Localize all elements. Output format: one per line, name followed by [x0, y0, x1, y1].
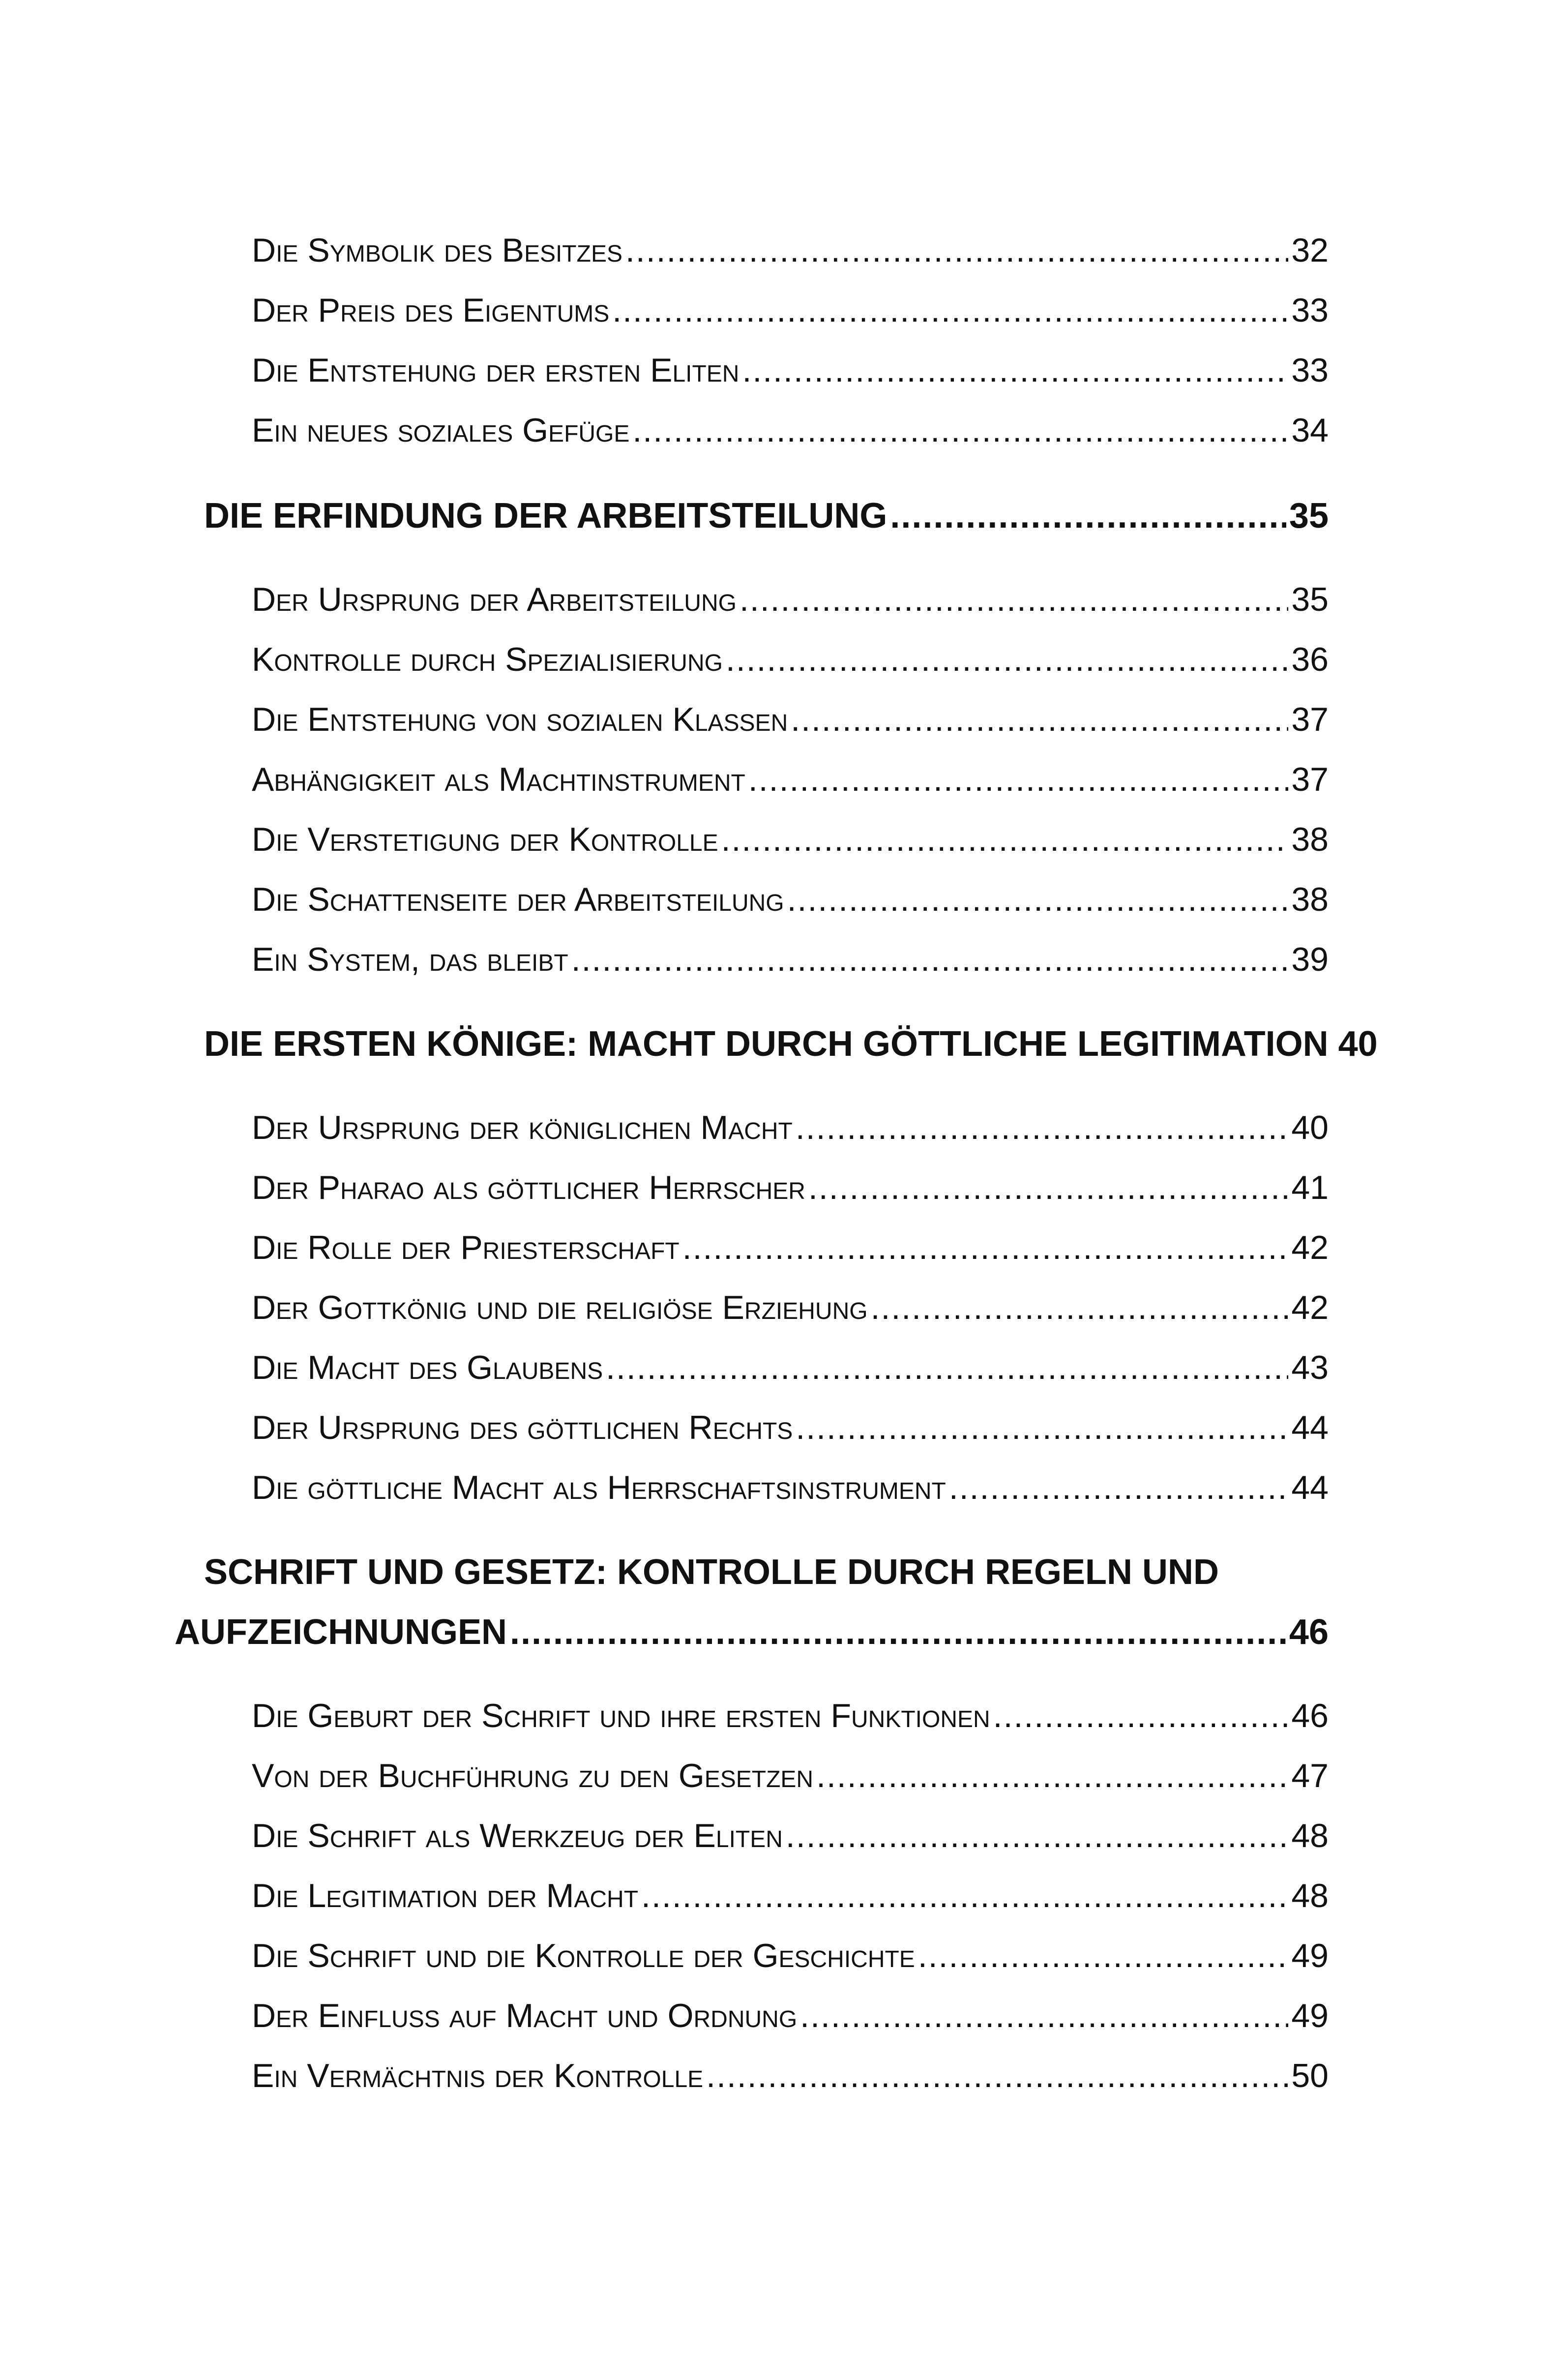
toc-entry-page: 33 — [1291, 352, 1329, 389]
toc-entry[interactable] — [252, 1937, 1329, 1986]
dot-leader — [800, 1997, 1288, 2035]
toc-entry-page: 47 — [1291, 1757, 1329, 1794]
toc-entry[interactable] — [252, 411, 1329, 460]
toc-entry-title: Die Schrift und die Kontrolle der Geschichte — [252, 1937, 915, 1974]
toc-entry-title: Der Ursprung der Arbeitsteilung — [252, 581, 737, 618]
toc-entry-title: Die Geburt der Schrift und ihre ersten Funktionen — [252, 1697, 990, 1734]
toc-entry-page: 40 — [1291, 1109, 1329, 1146]
toc-entry-page: 43 — [1291, 1349, 1329, 1386]
dot-leader — [796, 1108, 1288, 1147]
dot-leader — [721, 820, 1289, 859]
toc-entry[interactable] — [252, 1348, 1329, 1398]
dot-leader — [786, 1817, 1288, 1855]
toc-entry-page: 35 — [1291, 581, 1329, 618]
toc-entry[interactable] — [252, 1408, 1329, 1458]
toc-entry[interactable] — [252, 351, 1329, 400]
dot-leader — [816, 1757, 1288, 1795]
toc-entry[interactable] — [252, 700, 1329, 749]
toc-entry-page: 39 — [1291, 941, 1329, 978]
dot-leader — [742, 351, 1288, 389]
toc-entry-page: 42 — [1291, 1229, 1329, 1266]
dot-leader — [791, 700, 1288, 739]
toc-entry-page: 48 — [1291, 1817, 1329, 1854]
toc-entry[interactable] — [252, 2057, 1329, 2106]
toc-entry-page: 32 — [1291, 232, 1329, 269]
toc-entry-title: Abhängigkeit als Machtinstrument — [252, 761, 745, 798]
toc-entry-title: Die Entstehung von sozialen Klassen — [252, 701, 788, 738]
toc-entry-title: Die Verstetigung der Kontrolle — [252, 821, 718, 858]
toc-chapter-page: 35 — [1289, 496, 1329, 536]
dot-leader — [949, 1468, 1288, 1507]
toc-entry-title: Kontrolle durch Spezialisierung — [252, 641, 723, 678]
toc-entry[interactable] — [252, 1288, 1329, 1338]
toc-entry-title: Ein System, das bleibt — [252, 941, 568, 978]
dot-leader — [612, 291, 1288, 329]
dot-leader — [740, 580, 1288, 619]
dot-leader — [871, 1288, 1289, 1327]
dot-leader — [625, 231, 1288, 269]
toc-chapter[interactable] — [175, 1612, 1329, 1661]
toc-entry-title: Der Einfluss auf Macht und Ordnung — [252, 1997, 798, 2034]
toc-entry-page: 44 — [1291, 1409, 1329, 1446]
toc-entry-page: 46 — [1291, 1697, 1329, 1734]
dot-leader — [606, 1348, 1288, 1387]
toc-entry-page: 50 — [1291, 2057, 1329, 2094]
dot-leader — [993, 1697, 1289, 1735]
dot-leader — [890, 496, 1286, 536]
toc-entry-title: Der Preis des Eigentums — [252, 292, 610, 329]
dot-leader — [918, 1937, 1289, 1975]
toc-entry[interactable] — [252, 1108, 1329, 1158]
toc-chapter-title-line1[interactable]: SCHRIFT UND GESETZ: KONTROLLE DURCH REGELN UND — [204, 1552, 1219, 1592]
toc-entry[interactable] — [252, 1468, 1329, 1518]
toc-chapter-page: 40 — [1338, 1024, 1378, 1064]
toc-entry-page: 37 — [1291, 761, 1329, 798]
toc-entry-title: Von der Buchführung zu den Gesetzen — [252, 1757, 814, 1794]
toc-entry-page: 38 — [1291, 821, 1329, 858]
toc-entry-title: Die Schattenseite der Arbeitsteilung — [252, 881, 784, 918]
toc-entry-title: Ein Vermächtnis der Kontrolle — [252, 2057, 704, 2094]
toc-entry[interactable] — [252, 1228, 1329, 1278]
toc-entry-title: Ein neues soziales Gefüge — [252, 412, 630, 449]
dot-leader — [808, 1168, 1288, 1207]
toc-entry[interactable] — [252, 880, 1329, 929]
dot-leader — [796, 1408, 1288, 1447]
dot-leader — [706, 2057, 1288, 2095]
toc-chapter[interactable] — [204, 496, 1329, 545]
toc-entry-title: Die Rolle der Priesterschaft — [252, 1229, 680, 1266]
toc-entry-page: 48 — [1291, 1877, 1329, 1914]
toc-entry-title: Die Schrift als Werkzeug der Eliten — [252, 1817, 783, 1854]
toc-entry[interactable] — [252, 820, 1329, 869]
toc-entry[interactable] — [252, 760, 1329, 809]
dot-leader — [510, 1612, 1286, 1652]
toc-entry-page: 36 — [1291, 641, 1329, 678]
toc-entry[interactable] — [252, 1817, 1329, 1866]
toc-entry[interactable] — [252, 940, 1329, 989]
dot-leader — [682, 1228, 1289, 1267]
toc-chapter-page: 46 — [1289, 1612, 1329, 1652]
toc-entry-page: 42 — [1291, 1289, 1329, 1326]
toc-entry[interactable] — [252, 1877, 1329, 1926]
dot-leader — [632, 411, 1288, 449]
toc-entry-page: 38 — [1291, 881, 1329, 918]
toc-entry-page: 44 — [1291, 1469, 1329, 1506]
toc-chapter-title-line2: AUFZEICHNUNGEN — [175, 1612, 507, 1652]
toc-entry-page: 33 — [1291, 292, 1329, 329]
toc-entry-page: 34 — [1291, 412, 1329, 449]
toc-entry[interactable] — [252, 1168, 1329, 1218]
toc-entry-page: 37 — [1291, 701, 1329, 738]
dot-leader — [726, 640, 1288, 679]
toc-chapter-title: DIE ERFINDUNG DER ARBEITSTEILUNG — [204, 496, 888, 536]
toc-entry[interactable] — [252, 640, 1329, 689]
toc-entry-page: 41 — [1291, 1169, 1329, 1206]
toc-entry-title: Die Legitimation der Macht — [252, 1877, 639, 1914]
toc-entry[interactable] — [252, 580, 1329, 629]
toc-entry[interactable] — [252, 231, 1329, 280]
toc-entry-title: Der Ursprung der königlichen Macht — [252, 1109, 793, 1146]
dot-leader — [571, 940, 1289, 979]
dot-leader — [787, 880, 1289, 919]
toc-entry-title: Der Gottkönig und die religiöse Erziehung — [252, 1289, 868, 1326]
toc-entry-page: 49 — [1291, 1997, 1329, 2034]
toc-entry[interactable] — [252, 1997, 1329, 2046]
toc-chapter[interactable] — [204, 1024, 1378, 1073]
toc-entry-title: Die Symbolik des Besitzes — [252, 232, 622, 269]
toc-entry-title: Der Pharao als göttlicher Herrscher — [252, 1169, 805, 1206]
toc-entry-page: 49 — [1291, 1937, 1329, 1974]
toc-chapter-title: DIE ERSTEN KÖNIGE: MACHT DURCH GÖTTLICHE LEGITIMATION — [204, 1024, 1329, 1064]
toc-entry-title: Die Macht des Glaubens — [252, 1349, 603, 1386]
toc-entry[interactable] — [252, 1697, 1329, 1746]
toc-entry[interactable] — [252, 1757, 1329, 1806]
toc-entry-title: Die Entstehung der ersten Eliten — [252, 352, 740, 389]
toc-entry-title: Der Ursprung des göttlichen Rechts — [252, 1409, 793, 1446]
dot-leader — [748, 760, 1288, 799]
toc-entry[interactable] — [252, 291, 1329, 340]
dot-leader — [641, 1877, 1288, 1915]
toc-entry-title: Die göttliche Macht als Herrschaftsinstrument — [252, 1469, 946, 1506]
